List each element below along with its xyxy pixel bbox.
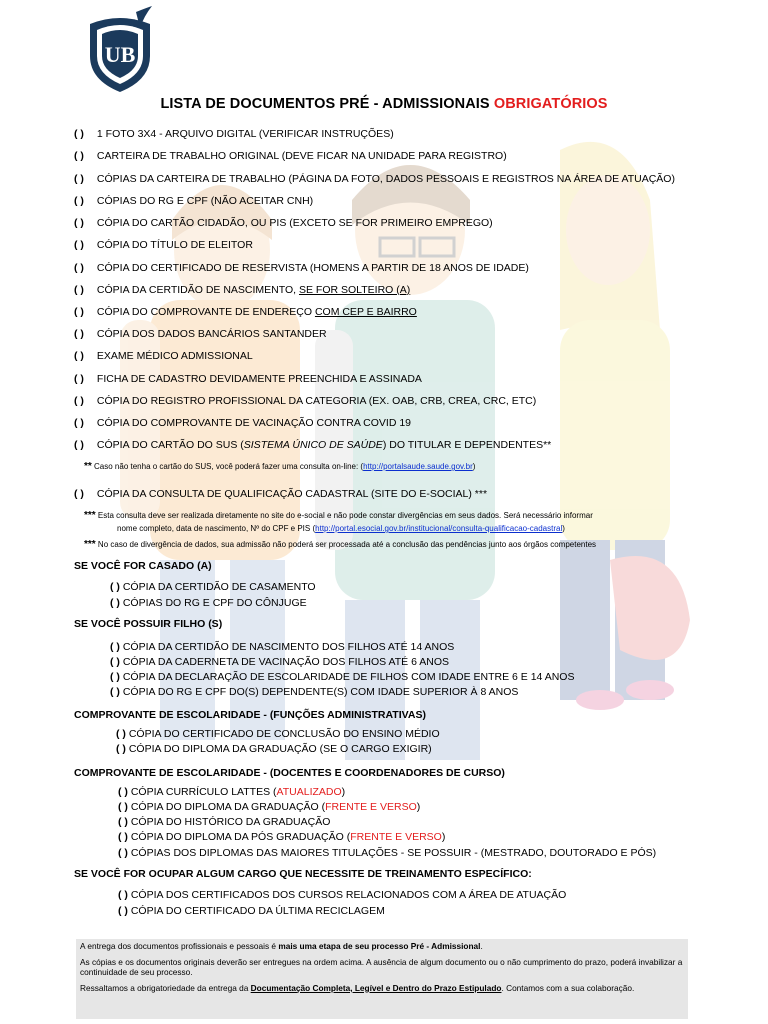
list-item: ( ) CÓPIA DO COMPROVANTE DE VACINAÇÃO CONTRA COVID 19	[74, 417, 412, 429]
list-item: ( ) CÓPIA DOS DADOS BANCÁRIOS SANTANDER	[74, 328, 327, 340]
section-heading-married: SE VOCÊ FOR CASADO (A)	[74, 560, 212, 572]
footer-paragraph: As cópias e os documentos originais deverão ser entregues na ordem acima. A ausência de algum documento ou o não cumprimento do prazo, poderá invabilizar a continuidade de seu processo.	[80, 956, 683, 977]
list-item: ( ) CÓPIA DO DIPLOMA DA GRADUAÇÃO (SE O CARGO EXIGIR)	[116, 743, 432, 755]
sus-link[interactable]: http://portalsaude.saude.gov.br	[363, 462, 473, 471]
list-item: ( ) CÓPIA DA DECLARAÇÃO DE ESCOLARIDADE DE FILHOS COM IDADE ENTRE 6 E 14 ANOS	[110, 671, 575, 683]
list-item: ( ) CÓPIA DA CERTIDÃO DE NASCIMENTO, SE FOR SOLTEIRO (A)	[74, 284, 411, 296]
esocial-note: *** Esta consulta deve ser realizada diretamente no site do e-social e não pode constar divergências em seus dados. Será necessário informar	[84, 510, 593, 521]
esocial-note-line2: nome completo, data de nascimento, Nº do CPF e PIS (http://portal.esocial.gov.br/institucional/consulta-qualificacao-cadastral)	[117, 524, 565, 533]
list-item: ( ) CÓPIA DO CERTIFICADO DA ÚLTIMA RECICLAGEM	[118, 905, 385, 917]
list-item: ( ) CÓPIA DA CERTIDÃO DE NASCIMENTO DOS FILHOS ATÉ 14 ANOS	[110, 641, 455, 653]
footer-paragraph: A entrega dos documentos profissionais e pessoais é mais uma etapa de seu processo Pré - Admissional.	[80, 941, 483, 951]
list-item: ( ) CÓPIA CURRÍCULO LATTES (ATUALIZADO)	[118, 786, 346, 798]
list-item: ( ) CÓPIA DO DIPLOMA DA GRADUAÇÃO (FRENTE E VERSO)	[118, 801, 421, 813]
list-item: ( ) FICHA DE CADASTRO DEVIDAMENTE PREENCHIDA E ASSINADA	[74, 373, 422, 385]
divergence-note: *** No caso de divergência de dados, sua admissão não poderá ser processada até a conclusão das pendências junto aos órgãos competentes	[84, 539, 597, 550]
list-item: ( ) CÓPIA DO HISTÓRICO DA GRADUAÇÃO	[118, 816, 331, 828]
section-heading-children: SE VOCÊ POSSUIR FILHO (S)	[74, 618, 223, 630]
list-item: ( ) CÓPIA DO COMPROVANTE DE ENDEREÇO COM CEP E BAIRRO	[74, 306, 417, 318]
list-item: ( ) CÓPIA DO DIPLOMA DA PÓS GRADUAÇÃO (FRENTE E VERSO)	[118, 831, 446, 843]
footer-notice	[76, 939, 688, 1019]
list-item: ( ) 1 FOTO 3X4 - ARQUIVO DIGITAL (VERIFICAR INSTRUÇÕES)	[74, 128, 394, 140]
list-item: ( ) CÓPIA DO TÍTULO DE ELEITOR	[74, 239, 253, 251]
list-item: ( ) CÓPIA DO CERTIFICADO DE RESERVISTA (HOMENS A PARTIR DE 18 ANOS DE IDADE)	[74, 262, 529, 274]
logo-text: UB	[104, 42, 136, 67]
footer-paragraph: Ressaltamos a obrigatoriedade da entrega da Documentação Completa, Legível e Dentro do Prazo Estipulado. Contamos com a sua colaboração.	[80, 982, 635, 993]
list-item: ( ) CÓPIA DO RG E CPF DO(S) DEPENDENTE(S) COM IDADE SUPERIOR À 8 ANOS	[110, 686, 519, 698]
list-item: ( ) CÓPIAS DO RG E CPF (NÃO ACEITAR CNH)	[74, 195, 314, 207]
list-item: ( ) CÓPIA DO CARTÃO CIDADÃO, OU PIS (EXCETO SE FOR PRIMEIRO EMPREGO)	[74, 217, 493, 229]
list-item: ( ) CÓPIA DOS CERTIFICADOS DOS CURSOS RELACIONADOS COM A ÁREA DE ATUAÇÃO	[118, 889, 567, 901]
list-item: ( ) CÓPIAS DOS DIPLOMAS DAS MAIORES TITULAÇÕES - SE POSSUIR - (MESTRADO, DOUTORADO E PÓS)	[118, 847, 657, 859]
section-heading-teacher-schooling: COMPROVANTE DE ESCOLARIDADE - (DOCENTES E COORDENADORES DE CURSO)	[74, 767, 505, 779]
ub-logo	[84, 6, 156, 96]
section-heading-admin-schooling: COMPROVANTE DE ESCOLARIDADE - (FUNÇÕES ADMINISTRATIVAS)	[74, 709, 426, 721]
title-main: LISTA DE DOCUMENTOS PRÉ - ADMISSIONAIS	[160, 96, 490, 112]
sus-note: ** Caso não tenha o cartão do SUS, você poderá fazer uma consulta on-line: (http://portalsaude.saude.gov.br)	[84, 461, 476, 472]
list-item: ( ) CÓPIA DO REGISTRO PROFISSIONAL DA CATEGORIA (EX. OAB, CRB, CREA, CRC, ETC)	[74, 395, 537, 407]
list-item: ( ) CÓPIA DO CERTIFICADO DE CONCLUSÃO DO ENSINO MÉDIO	[116, 728, 440, 740]
section-heading-training: SE VOCÊ FOR OCUPAR ALGUM CARGO QUE NECESSITE DE TREINAMENTO ESPECÍFICO:	[74, 868, 532, 880]
document-title	[0, 96, 768, 112]
list-item: ( ) CÓPIA DA CONSULTA DE QUALIFICAÇÃO CADASTRAL (SITE DO E-SOCIAL) ***	[74, 488, 488, 500]
list-item: ( ) CÓPIA DA CERTIDÃO DE CASAMENTO	[110, 581, 316, 593]
esocial-link[interactable]: http://portal.esocial.gov.br/institucional/consulta-qualificacao-cadastral	[315, 524, 563, 533]
list-item: ( ) CÓPIAS DA CARTEIRA DE TRABALHO (PÁGINA DA FOTO, DADOS PESSOAIS E REGISTROS NA ÁREA DE ATUAÇÃO)	[74, 173, 675, 185]
list-item: ( ) CÓPIA DO CARTÃO DO SUS (SISTEMA ÚNICO DE SAÚDE) DO TITULAR E DEPENDENTES**	[74, 439, 552, 451]
list-item: ( ) CÓPIA DA CADERNETA DE VACINAÇÃO DOS FILHOS ATÉ 6 ANOS	[110, 656, 450, 668]
title-highlight: OBRIGATÓRIOS	[493, 96, 608, 112]
list-item: ( ) EXAME MÉDICO ADMISSIONAL	[74, 350, 253, 362]
list-item: ( ) CÓPIAS DO RG E CPF DO CÔNJUGE	[110, 597, 307, 609]
list-item: ( ) CARTEIRA DE TRABALHO ORIGINAL (DEVE FICAR NA UNIDADE PARA REGISTRO)	[74, 150, 507, 162]
